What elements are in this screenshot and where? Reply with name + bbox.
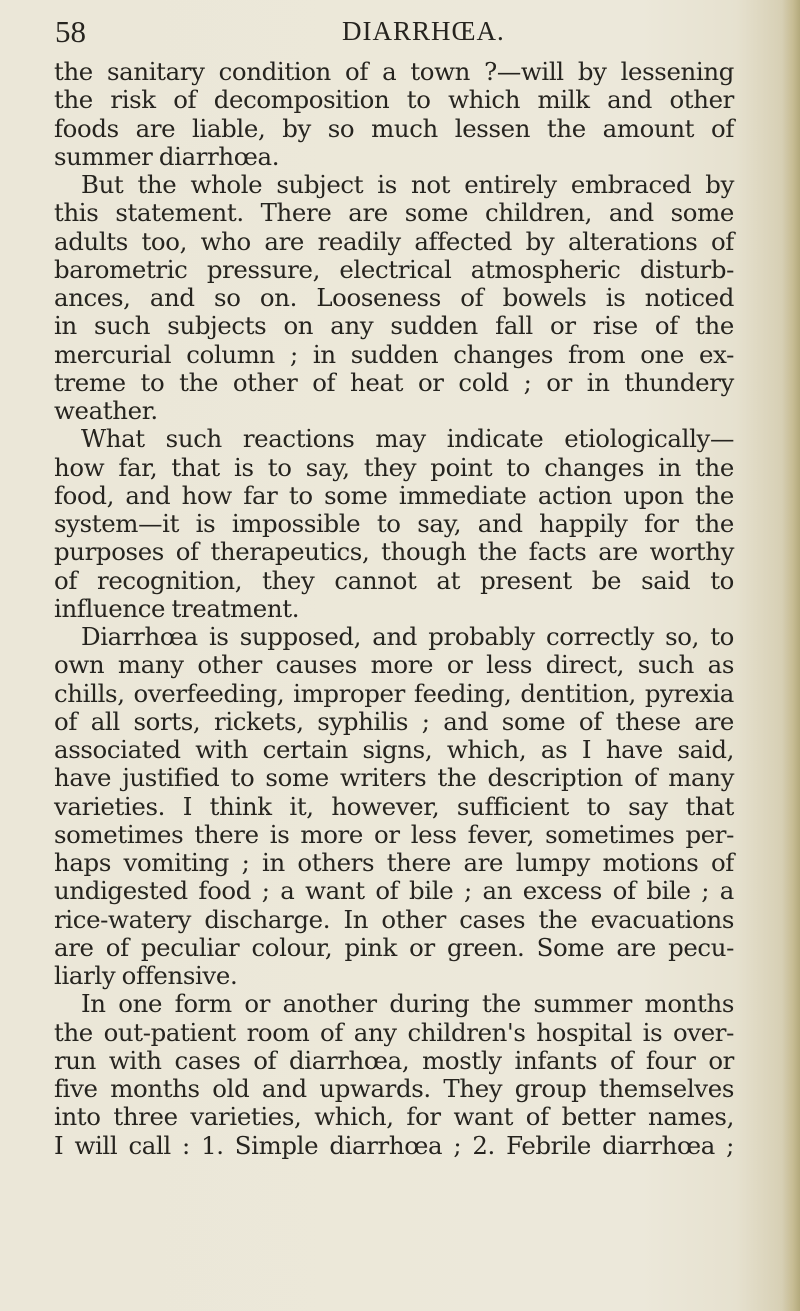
text-line: five months old and upwards. They group themselves <box>54 1074 734 1103</box>
text-line: sometimes there is more or less fever, sometimes per- <box>54 819 734 849</box>
text-line: food, and how far to some immediate action upon the <box>54 480 734 510</box>
text-line: I will call : 1. Simple diarrhœa ; 2. Febrile diarrhœa ; <box>54 1130 734 1160</box>
text-line: run with cases of diarrhœa, mostly infants of four or <box>54 1045 734 1075</box>
text-line: system—it is impossible to say, and happily for the <box>54 509 734 538</box>
text-line: haps vomiting ; in others there are lumpy motions of <box>54 848 734 877</box>
text-line: of recognition, they cannot at present be said to <box>54 565 734 595</box>
text-line: mercurial column ; in sudden changes from one ex- <box>54 339 734 369</box>
text-line: In one form or another during the summer months <box>81 989 734 1019</box>
text-line: the out-patient room of any children's hospital is over- <box>54 1017 734 1047</box>
text-line: purposes of therapeutics, though the facts are worthy <box>54 537 734 567</box>
text-line: are of peculiar colour, pink or green. Some are pecu- <box>54 932 734 962</box>
text-line: into three varieties, which, for want of better names, <box>54 1102 734 1132</box>
text-line: influence treatment. <box>54 593 300 623</box>
text-line: in such subjects on any sudden fall or rise of the <box>54 311 734 341</box>
text-line: weather. <box>54 396 158 425</box>
text-line: varieties. I think it, however, sufficient to say that <box>54 791 734 821</box>
page-header <box>0 2 800 54</box>
running-head: DIARRHŒA. <box>342 16 505 46</box>
text-line: But the whole subject is not entirely embraced by <box>81 170 734 199</box>
text-line: foods are liable, by so much lessen the amount of <box>54 113 734 143</box>
text-line: have justified to some writers the description of many <box>54 763 734 793</box>
text-line: this statement. There are some children, and some <box>54 198 734 228</box>
text-line: the risk of decomposition to which milk and other <box>54 85 734 115</box>
text-line: own many other causes more or less direct, such as <box>54 650 734 680</box>
text-line: ances, and so on. Looseness of bowels is noticed <box>54 283 734 312</box>
page-number: 58 <box>55 14 86 49</box>
text-line: summer diarrhœa. <box>54 141 280 171</box>
body-text <box>54 58 734 1160</box>
text-line: the sanitary condition of a town ?—will by lessening <box>54 57 734 86</box>
text-line: treme to the other of heat or cold ; or in thundery <box>54 367 734 397</box>
text-line: What such reactions may indicate etiologically— <box>81 424 734 454</box>
text-line: associated with certain signs, which, as I have said, <box>54 735 734 764</box>
text-line: liarly offensive. <box>54 961 238 990</box>
text-line: rice-watery discharge. In other cases the evacuations <box>54 904 734 934</box>
text-line: chills, overfeeding, improper feeding, dentition, pyrexia <box>54 678 734 708</box>
text-line: barometric pressure, electrical atmospheric disturb- <box>54 254 734 284</box>
text-line: Diarrhœa is supposed, and probably correctly so, to <box>81 622 734 651</box>
page-edge-shadow <box>782 0 800 1311</box>
text-line: how far, that is to say, they point to changes in the <box>54 452 734 482</box>
text-line: undigested food ; a want of bile ; an excess of bile ; a <box>54 876 734 906</box>
text-line: of all sorts, rickets, syphilis ; and some of these are <box>54 706 734 736</box>
text-line: adults too, who are readily affected by alterations of <box>54 226 734 256</box>
